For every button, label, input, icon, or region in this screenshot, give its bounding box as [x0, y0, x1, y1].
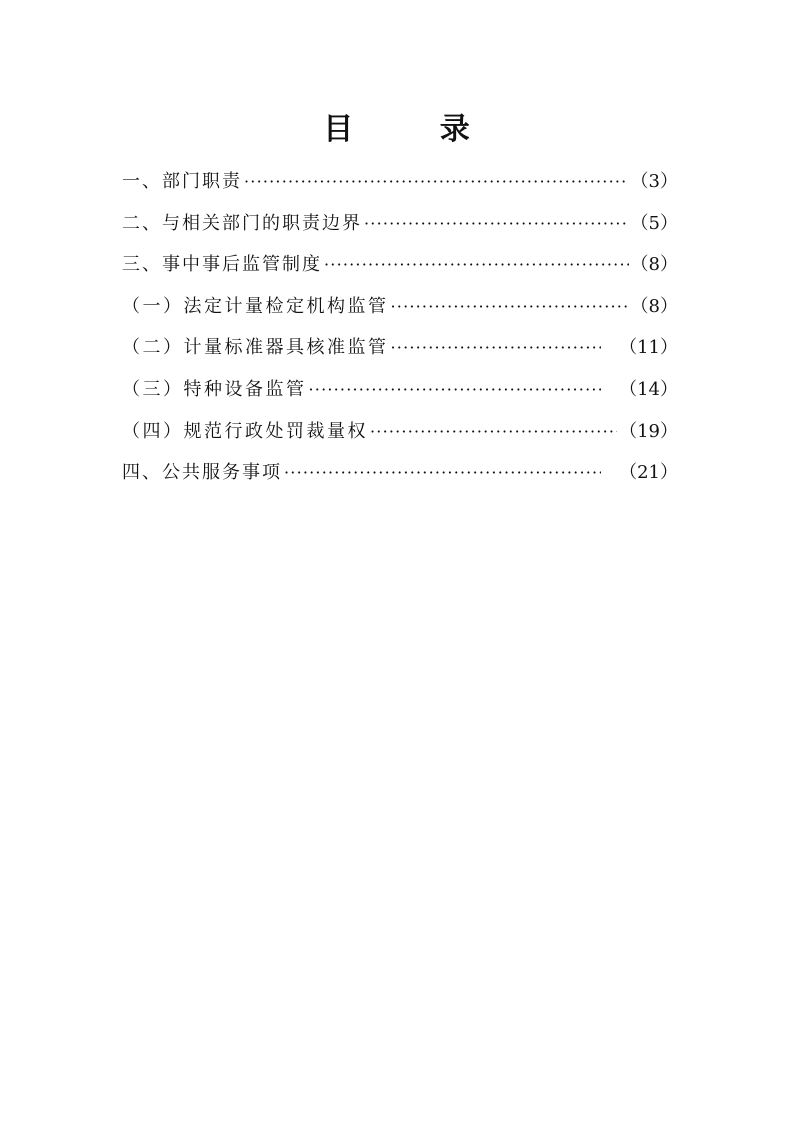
toc-dot-leader — [324, 244, 629, 286]
toc-dot-leader — [370, 411, 617, 453]
toc-entry[interactable] — [122, 327, 678, 369]
toc-dot-leader — [391, 327, 602, 369]
toc-dot-leader — [391, 286, 629, 328]
toc-dot-leader — [284, 452, 601, 494]
toc-page-number: （11） — [619, 337, 678, 359]
page-title: 目 录 — [323, 112, 508, 147]
toc-entry[interactable] — [122, 286, 678, 328]
toc-entry[interactable] — [122, 203, 678, 245]
toc-entry-label: 二、与相关部门的职责边界 — [122, 212, 362, 234]
toc-entry-label: （三）特种设备监管 — [122, 378, 307, 400]
toc-entry[interactable] — [122, 244, 678, 286]
toc-entry-label: 四、公共服务事项 — [122, 462, 282, 484]
toc-page-number: （5） — [630, 212, 678, 234]
toc-page-number: （8） — [630, 254, 678, 276]
toc-page-number: （3） — [630, 171, 678, 192]
toc-entry-label: （二）计量标准器具核准监管 — [122, 337, 389, 359]
toc-entry[interactable] — [122, 369, 678, 411]
toc-entry-label: 一、部门职责 — [122, 171, 242, 192]
toc-entry-label: （一）法定计量检定机构监管 — [122, 295, 389, 317]
toc-entry[interactable] — [122, 452, 678, 494]
toc-entry-label: （四）规范行政处罚裁量权 — [122, 420, 368, 442]
toc-page-number: （8） — [630, 295, 678, 317]
toc-entry-label: 三、事中事后监管制度 — [122, 254, 322, 276]
toc-dot-leader — [244, 161, 629, 203]
toc-dot-leader — [364, 203, 629, 245]
toc-page-number: （19） — [619, 420, 678, 442]
toc-page-number: （14） — [619, 378, 678, 400]
toc-entry[interactable] — [122, 161, 678, 203]
table-of-contents — [122, 161, 678, 494]
toc-dot-leader — [309, 369, 602, 411]
toc-page-number: （21） — [619, 462, 678, 484]
toc-entry[interactable] — [122, 411, 678, 453]
